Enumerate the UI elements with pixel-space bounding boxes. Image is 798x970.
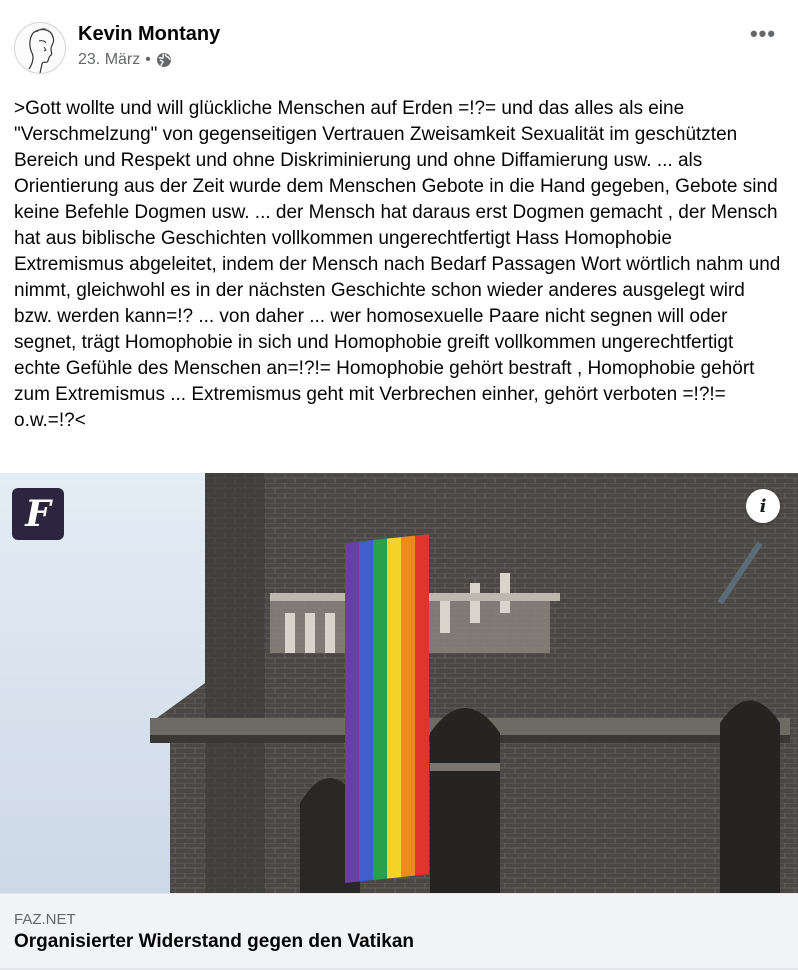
avatar-sketch-image [15,23,66,74]
link-headline[interactable]: Organisierter Widerstand gegen den Vatikan [14,931,414,952]
post-header [0,0,798,90]
meta-separator: • [145,51,151,68]
link-domain: FAZ.NET [14,911,76,928]
globe-icon [156,52,172,68]
ellipsis-icon: ••• [749,21,777,46]
link-preview-image[interactable] [0,473,798,893]
link-card-footer[interactable] [0,893,798,970]
church-tower-photo [0,473,798,893]
avatar[interactable] [14,22,66,74]
more-options-button[interactable] [745,20,781,48]
post-text: >Gott wollte und will glückliche Menschen auf Erden =!?= und das alles als eine "Verschmelzung" von gegenseitigen Vertrauen Zweisamkeit Sexualität im geschützten Bereich und Respekt und ohne Diskriminierung und ohne Diffamierung usw. ... als Orientierung aus der Zeit wurde dem Menschen Gebote in die Hand gegeben, Gebote sind keine Befehle Dogmen usw. ... der Mensch hat daraus erst Dogmen gemacht , der Mensch hat aus biblische Geschichten vollkommen ungerechtfertigt Hass Homophobie Extremismus abgeleitet, indem der Mensch nach Bedarf Passagen Wort wörtlich nahm und nimmt, gleichwohl es in der nächsten Geschichte schon wieder anderes ausgelegt wird bzw. werden kann=!? ... von daher ... wer homosexuelle Paare nicht segnen will oder segnet, trägt Homophobie in sich und Homophobie greift vollkommen ungerechtfertigt echte Gefühle des Menschen an=!?!= Homophobie gehört bestraft , Homophobie gehört zum Extremismus ... Extremismus geht mit Verbrechen einher, gehört verboten =!?!= o.w.=!?< [14,98,781,431]
post-meta [78,51,172,69]
info-icon[interactable]: i [746,489,780,523]
link-preview-card[interactable] [0,473,798,970]
faz-logo: F [12,488,64,540]
author-name[interactable]: Kevin Montany [78,23,221,45]
post-date[interactable]: 23. März [78,51,141,68]
